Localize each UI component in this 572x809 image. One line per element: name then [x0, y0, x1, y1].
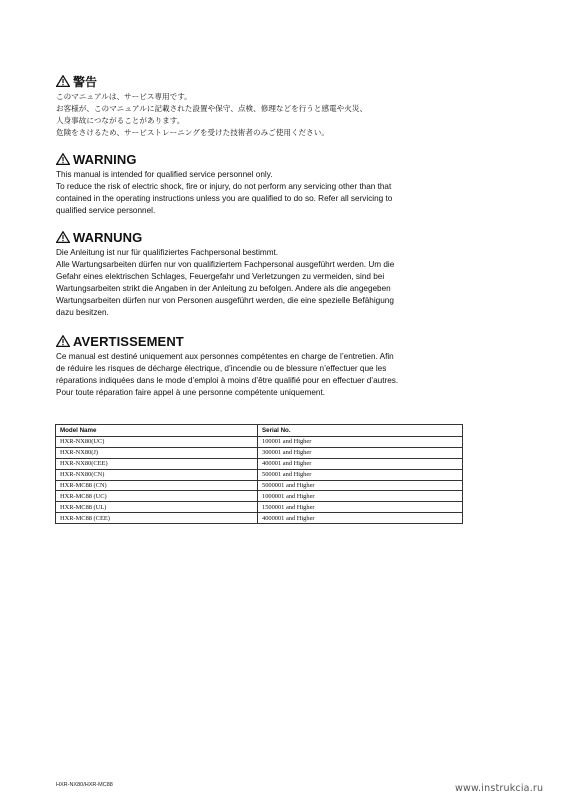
warning-section-jp	[56, 73, 518, 139]
warning-line-jp-4: 危険をさけるため、サービストレーニングを受けた技術者のみご使用ください。	[56, 128, 329, 138]
table-row	[56, 458, 463, 469]
warning-triangle-icon	[56, 231, 70, 243]
serial-no-cell: 400001 and Higher	[258, 458, 463, 469]
table-row	[56, 491, 463, 502]
warning-triangle-icon	[56, 153, 70, 165]
warning-triangle-icon	[56, 335, 70, 347]
table-row	[56, 502, 463, 513]
warning-line-de-2: Alle Wartungsarbeiten dürfen nur von qualifiziertem Fachpersonal ausgeführt werden. Um die	[56, 260, 395, 270]
table-row	[56, 447, 463, 458]
model-name-cell: HXR-MC88 (CN)	[56, 480, 258, 491]
warning-heading-en	[56, 151, 518, 167]
table-row	[56, 437, 463, 448]
warning-title-en: WARNING	[73, 151, 137, 167]
table-row	[56, 469, 463, 480]
serial-no-cell: 4000001 and Higher	[258, 513, 463, 524]
warning-line-de-4: Wartungsarbeiten strikt die Angaben in der Anleitung zu befolgen. Andere als die angegeben	[56, 284, 391, 294]
warning-line-jp-3: 人身事故につながることがあります。	[56, 116, 185, 126]
warning-heading-jp	[56, 73, 518, 89]
table-row	[56, 480, 463, 491]
warning-line-fr-3: réparations indiquées dans le mode d’emploi à moins d’être qualifié pour en effectuer d’autres.	[56, 376, 399, 386]
warning-section-de	[56, 229, 518, 320]
warning-line-en-1: This manual is intended for qualified service personnel only.	[56, 170, 273, 179]
footer-model-name: HXR-NX80/HXR-MC88	[56, 782, 113, 788]
serial-no-cell: 500001 and Higher	[258, 469, 463, 480]
model-name-cell: HXR-NX80(CEE)	[56, 458, 258, 469]
table-row	[56, 513, 463, 524]
warning-line-fr-2: de réduire les risques de décharge électrique, d’incendie ou de blessure n’effectuer que les	[56, 364, 387, 374]
warning-title-jp: 警告	[73, 74, 98, 89]
warning-line-fr-1: Ce manual est destiné uniquement aux personnes compétentes en charge de l’entretien. Afin	[56, 352, 394, 361]
warning-line-en-4: qualified service personnel.	[56, 206, 156, 216]
warning-line-en-2: To reduce the risk of electric shock, fire or injury, do not perform any servicing other than that	[56, 182, 392, 192]
warning-line-en-3: contained in the operating instructions unless you are qualified to do so. Refer all servicing to	[56, 194, 393, 204]
warning-triangle-icon	[56, 75, 70, 87]
model-name-cell: HXR-NX80(UC)	[56, 437, 258, 448]
warning-title-fr: AVERTISSEMENT	[73, 333, 184, 349]
warning-title-de: WARNUNG	[73, 229, 143, 245]
column-header-serial-no: Serial No.	[258, 425, 463, 437]
model-serial-table	[55, 424, 463, 524]
watermark-text: www.instrukcia.ru	[455, 783, 544, 794]
warning-line-jp-2: お客様が、このマニュアルに記載された設置や保守、点検、修理などを行うと感電や火災、	[56, 104, 368, 114]
warning-heading-fr	[56, 333, 518, 349]
table-header-row	[56, 425, 463, 437]
warning-line-de-6: dazu besitzen.	[56, 308, 109, 318]
model-name-cell: HXR-MC88 (UL)	[56, 502, 258, 513]
serial-no-cell: 1500001 and Higher	[258, 502, 463, 513]
model-name-cell: HXR-NX80(CN)	[56, 469, 258, 480]
warning-line-fr-4: Pour toute réparation faire appel à une personne compétente uniquement.	[56, 388, 326, 398]
warning-line-de-3: Gefahr eines elektrischen Schlages, Feuergefahr und Verletzungen zu vermeiden, sind bei	[56, 272, 385, 282]
column-header-model-name: Model Name	[56, 425, 258, 437]
warning-line-jp-1: このマニュアルは、サービス専用です。	[56, 92, 192, 101]
warning-section-fr	[56, 333, 518, 399]
warning-section-en	[56, 151, 518, 217]
warning-line-de-5: Wartungsarbeiten dürfen nur von Personen ausgeführt werden, die eine spezielle Befähigung	[56, 296, 394, 306]
serial-no-cell: 100001 and Higher	[258, 437, 463, 448]
serial-no-cell: 300001 and Higher	[258, 447, 463, 458]
warning-heading-de	[56, 229, 518, 245]
serial-no-cell: 5000001 and Higher	[258, 480, 463, 491]
model-name-cell: HXR-NX80(J)	[56, 447, 258, 458]
model-name-cell: HXR-MC88 (CEE)	[56, 513, 258, 524]
warning-line-de-1: Die Anleitung ist nur für qualifiziertes Fachpersonal bestimmt.	[56, 248, 279, 257]
model-name-cell: HXR-MC88 (UC)	[56, 491, 258, 502]
serial-no-cell: 1000001 and Higher	[258, 491, 463, 502]
